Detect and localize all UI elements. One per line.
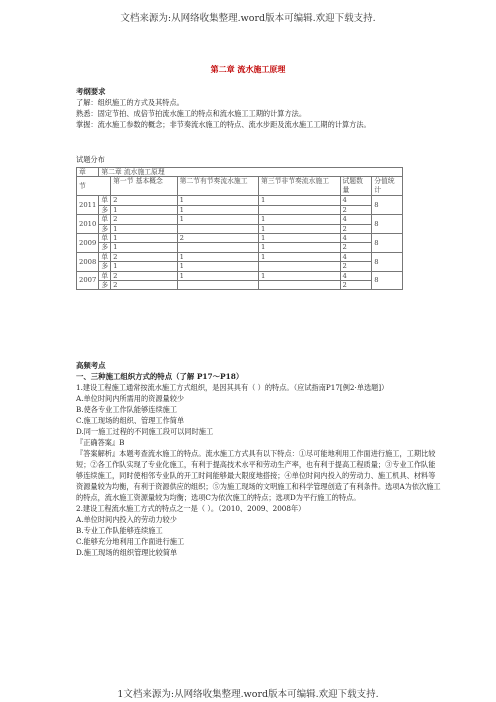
year-cell: 2007 [77,271,99,290]
answer: 『正确答案』B [76,438,125,447]
table-cell: 4 [340,196,372,205]
outline-line: 了解：组织施工的方式及其特点。 [76,98,184,107]
table-cell: 单 [99,271,111,280]
option: B.使各专业工作队能够连续施工 [76,405,178,414]
table-cell: 1 [259,243,340,252]
table-cell: 1 [177,262,258,271]
option: D.施工现场的组织管理比较简单 [76,548,178,557]
table-cell: 4 [340,252,372,261]
year-cell: 2011 [77,196,99,215]
page-header: 文档来源为:从网络收集整理.word版本可编辑.欢迎下载支持. [120,13,376,24]
option: A.单位时间内投入的劳动力较少 [76,515,177,524]
table-cell: 1 [177,205,258,214]
score-cell: 8 [372,196,403,215]
hot-topics-section [76,360,441,558]
table-cell: 2 [177,234,258,243]
table-row [77,234,403,243]
question-2: 2.建设工程流水施工方式的特点之一是（ ）。（2010、2009、2008年） [76,504,306,513]
table-cell: 2 [340,243,372,252]
table-cell: 1 [177,215,258,224]
table-cell: 单 [99,196,111,205]
table-cell: 1 [259,271,340,280]
table-cell: 4 [340,271,372,280]
table-cell: 2 [340,224,372,233]
table-header-cell: 第一节 基本概念 [111,177,177,196]
table-cell: 单 [99,234,111,243]
analysis: 『答案解析』本题考查流水施工的特点。流水施工方式具有以下特点：①尽可能地利用工作面进行施工，工期比较短；②各工作队实现了专业化施工，有利于提高技术水平和劳动生产率，也有利于提高工程质量；③专业工作队能够连续施工，同时使相邻专业队的开工时间能够最大限度地搭接；④单位时间内投入的劳动力、施工机具、材料等资源量较为均衡，有利于资源供应的组织；⑤为施工现场的文明施工和科学管理创造了有利条件。选项A为依次施工的特点，流水施工资源量较为均衡；选项C为依次施工的特点；选项D为平行施工的特点。 [76,449,441,502]
table-cell: 2 [111,215,177,224]
score-cell: 8 [372,252,403,271]
table-cell: 1 [111,262,177,271]
table-cell: 2 [340,262,372,271]
chapter-title: 第二章 流水施工原理 [210,64,286,74]
option: D.同一施工过程的不同施工段可以同时施工 [76,427,214,436]
table-cell: 1 [111,224,177,233]
table-cell: 2 [340,205,372,214]
table-row [77,224,403,233]
table-row [77,168,403,177]
option: B.专业工作队能够连续施工 [76,526,163,535]
table-cell: 2 [111,271,177,280]
table-cell: 1 [177,271,258,280]
table-cell: 1 [259,252,340,261]
table-header-cell: 第二节有节奏流水施工 [177,177,258,196]
score-cell: 8 [372,234,403,253]
subsection-title: 一、三种施工组织方式的特点（了解 P17～P18） [76,372,244,381]
table-cell: 多 [99,224,111,233]
table-cell: 多 [99,281,111,290]
table-cell [259,281,340,290]
table-row [77,215,403,224]
year-cell: 2009 [77,234,99,253]
table-row [77,271,403,280]
table-cell: 1 [259,215,340,224]
option: A.单位时间内所需用的资源量较少 [76,394,185,403]
outline-heading: 考纲要求 [76,87,106,96]
table-cell [259,205,340,214]
table-cell: 1 [111,205,177,214]
option: C.能够充分地利用工作面进行施工 [76,537,185,546]
table-header-cell: 试题数量 [340,177,372,196]
table-cell: 2 [111,252,177,261]
table-row [77,281,403,290]
table-cell: 第二章 流水施工原理 [99,168,403,177]
table-cell: 2 [111,281,177,290]
distribution-heading: 试题分布 [76,155,105,164]
table-cell: 多 [99,243,111,252]
table-cell: 2 [340,281,372,290]
table-cell: 1 [259,196,340,205]
option: C.施工现场的组织、管理工作简单 [76,416,185,425]
table-cell: 4 [340,234,372,243]
table-cell: 章 [77,168,99,177]
table-cell: 1 [259,234,340,243]
table-header-cell: 第三节非节奏流水施工 [259,177,340,196]
score-cell: 8 [372,215,403,234]
table-row [77,205,403,214]
question-1: 1.建设工程施工通常按流水施工方式组织，是因其具有（ ）的特点。（应试指南P17[例2·单选题]） [76,383,389,392]
outline-line: 掌握：流水施工参数的概念；非节奏流水施工的特点、流水步距及流水施工工期的计算方法。 [76,120,371,129]
table-cell: 节 [77,177,111,196]
page-footer: 1文档来源为:从网络收集整理.word版本可编辑.欢迎下载支持. [117,689,379,700]
table-cell [177,243,258,252]
table-cell [177,224,258,233]
table-cell: 1 [111,234,177,243]
table-cell: 多 [99,262,111,271]
table-cell: 1 [177,252,258,261]
table-cell [177,281,258,290]
table-row [77,196,403,205]
table-row [77,262,403,271]
table-cell: 1 [177,196,258,205]
hot-topics-heading: 高频考点 [76,361,106,370]
table-cell: 1 [259,224,340,233]
table-cell: 2 [111,196,177,205]
outline-line: 熟悉：固定节拍、成倍节拍流水施工的特点和流水施工工期的计算方法。 [76,109,307,118]
year-cell: 2008 [77,252,99,271]
table-cell: 单 [99,252,111,261]
table-row [77,177,403,196]
table-cell: 4 [340,215,372,224]
year-cell: 2010 [77,215,99,234]
table-cell: 单 [99,215,111,224]
exam-distribution-table [76,167,403,290]
score-cell: 8 [372,271,403,290]
outline-section [76,86,441,130]
table-cell [259,262,340,271]
table-header-cell: 分值统计 [372,177,403,196]
table-row [77,252,403,261]
table-cell: 1 [111,243,177,252]
table-cell: 多 [99,205,111,214]
table-row [77,243,403,252]
